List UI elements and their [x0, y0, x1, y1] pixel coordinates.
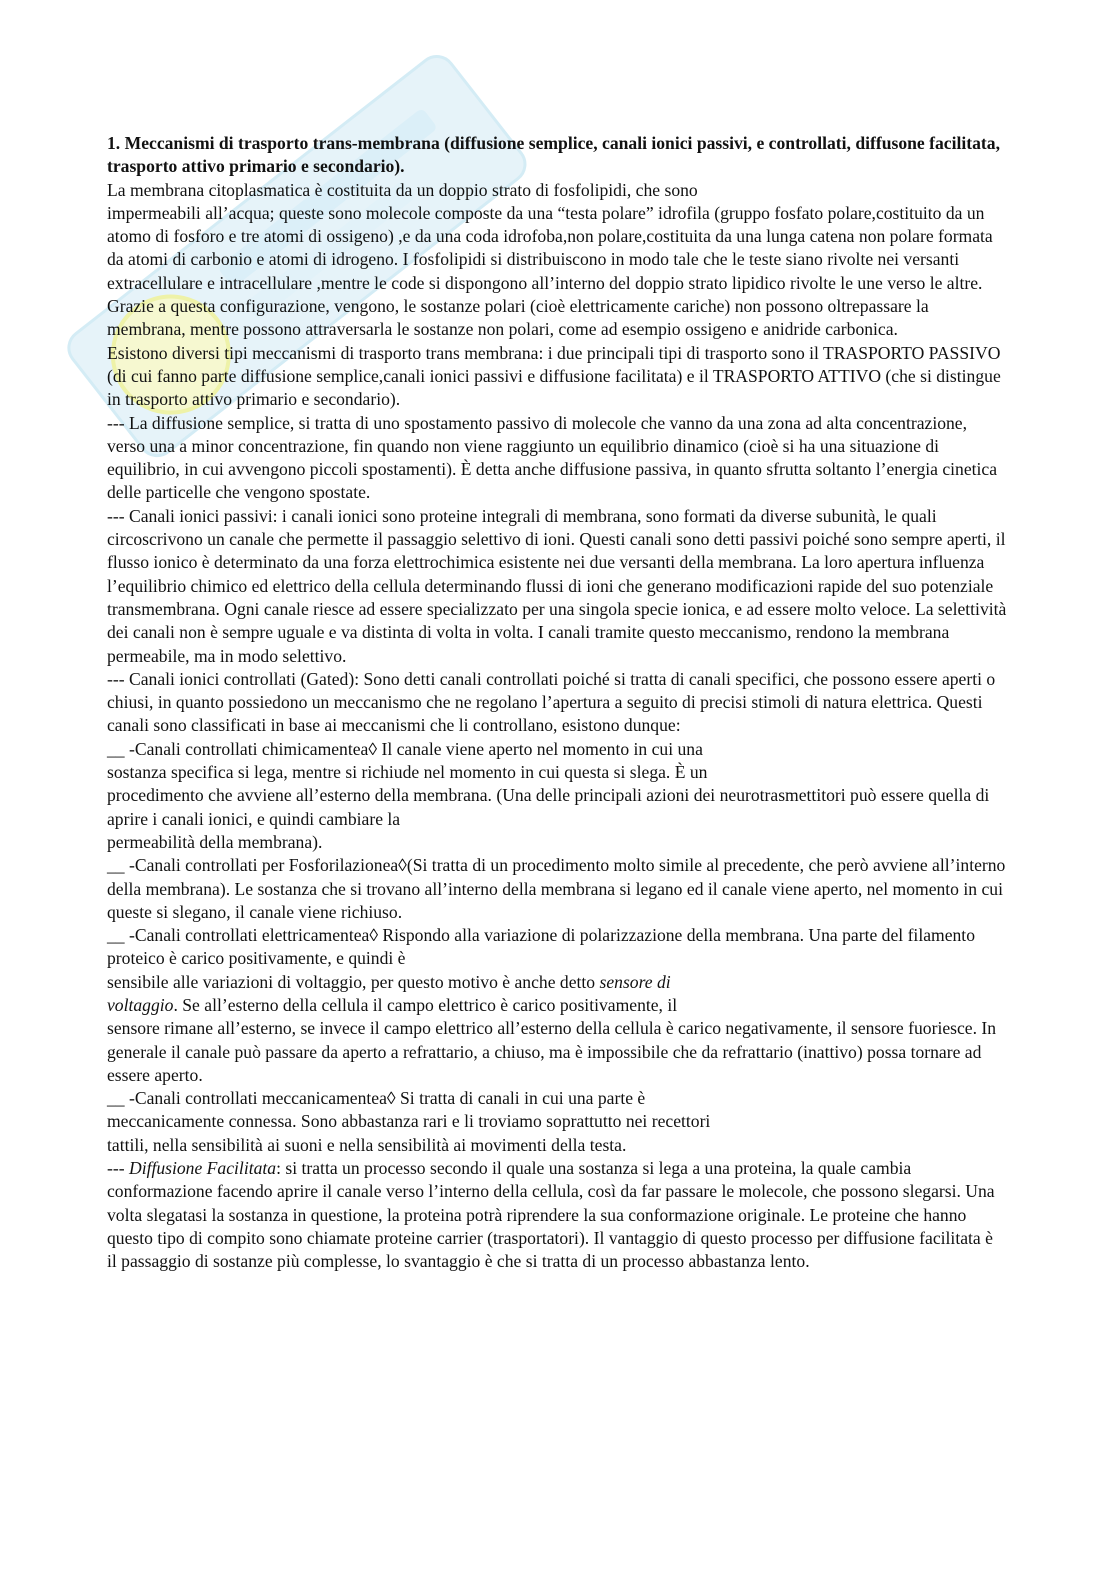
fac-prefix: --- — [107, 1158, 129, 1179]
electrical-text-cont: . Se all’esterno della cellula il campo elettrico è carico positivamente, il — [173, 994, 678, 1015]
mechanical-gated-line-2: meccanicamente connessa. Sono abbastanza rari e li troviamo soprattutto nei recettori — [107, 1111, 711, 1132]
paragraph-configuration: Grazie a questa configurazione, vengono, le sostanze polari (cioè elettricamente cariche) non possono oltrepassare la membrana, mentre possono attraversarla le sostanze non polari, come ad esempio ossigeno e anidride carbonica. — [107, 296, 929, 340]
voltage-sensor-term: sensore di — [599, 971, 671, 992]
electrical-gated-line-3 — [107, 994, 1007, 1017]
chemical-gated-line-4: permeabilità della membrana). — [107, 831, 323, 852]
voltage-sensor-term-end: voltaggio — [107, 994, 174, 1015]
chemical-gated-line-1: __ -Canali controllati chimicamentea◊ Il canale viene aperto nel momento in cui una — [107, 738, 703, 759]
phosphorylation-gated-paragraph: __ -Canali controllati per Fosforilazionea◊(Si tratta di un procedimento molto simile al precedente, che però avviene all’interno della membrana). Le sostanza che si trovano all’interno della membrana si legano ed il canale viene aperto, nel momento in cui queste si slegano, il canale viene richiuso. — [107, 855, 1006, 922]
paragraph-gated-channels: --- Canali ionici controllati (Gated): Sono detti canali controllati poiché si tratta di canali specifici, che possono essere aperti o chiusi, in quanto possiedono un meccanismo che ne regolano l’apertura a seguito di precisi stimoli di natura elettrica. Questi canali sono classificati in base ai meccanismi che li controllano, esistono dunque: — [107, 668, 996, 736]
paragraph-passive-channels: --- Canali ionici passivi: i canali ionici sono proteine integrali di membrana, sono formati da diverse subunità, le quali circoscrivono un canale che permette il passaggio selettivo di ioni. Questi canali sono detti passivi poiché sono sempre aperti, il flusso ionico è determinato da una forza elettrochimica esistente nei due versanti della membrana. La loro apertura influenza l’equilibrio chimico ed elettrico della cellula determinando flussi di ioni che generano modificazioni rapide del suo potenziale transmembrana. Ogni canale riesce ad essere specializzato per una singola specie ionica, e ad essere molto veloce. La selettività dei canali non è sempre uguale e va distinta di volta in volta. I canali tramite questo meccanismo, rendono la membrana permeabile, ma in modo selettivo. — [107, 505, 1007, 666]
mechanical-gated-line-1: __ -Canali controllati meccanicamentea◊ Si tratta di canali in cui una parte è — [107, 1088, 646, 1109]
section-title: 1. Meccanismi di trasporto trans-membrana (diffusione semplice, canali ionici passivi, e controllati, diffusone facilitata, trasporto attivo primario e secondario). — [107, 133, 1000, 177]
electrical-gated-line-2 — [107, 971, 1007, 994]
chemical-gated-line-3: procedimento che avviene all’esterno della membrana. (Una delle principali azioni dei neurotrasmettitori può essere quella di aprire i canali ionici, e quindi cambiare la — [107, 785, 990, 829]
fac-text: : si tratta un processo secondo il quale una sostanza si lega a una proteina, la quale cambia conformazione facendo aprire il canale verso l’interno della cellula, così da far passare le molecole, che possono slegarsi. Una volta slegatasi la sostanza in questione, la proteina potrà riprendere la sua conformazione originale. Le proteine che hanno questo tipo di compito sono chiamate proteine carrier (trasportatori). Il vantaggio di questo processo per diffusione facilitata è il passaggio di sostanze più complesse, lo svantaggio è che si tratta di un processo abbastanza lento. — [107, 1158, 995, 1272]
facilitated-diffusion-term: Diffusione Facilitata — [128, 1158, 277, 1179]
intro-text: impermeabili all’acqua; queste sono molecole composte da una “testa polare” idrofila (gruppo fosfato polare,costituito da un atomo di fosforo e tre atomi di ossigeno) ,e da una coda idrofoba,non polare,costituita da una lunga catena non polare formata da atomi di carbonio e atomi di idrogeno. I fosfolipidi si distribuiscono in modo tale che le teste siano rivolte nei versanti extracellulare e intracellulare ,mentre le code si dispongono all’interno del doppio strato lipidico rivolte le une verso le altre. — [107, 202, 993, 293]
facilitated-diffusion-paragraph — [107, 1157, 1007, 1273]
electrical-gated-line-1: __ -Canali controllati elettricamentea◊ Rispondo alla variazione di polarizzazione della membrana. Una parte del filamento proteico è carico positivamente, e quindi è — [107, 925, 975, 969]
electrical-gated-line-4: sensore rimane all’esterno, se invece il campo elettrico all’esterno della cellula è carico negativamente, il sensore fuoriesce. In generale il canale può passare da aperto a refrattario, a chiuso, ma è impossibile che da refrattario (inattivo) possa tornare ad — [107, 1018, 997, 1062]
electrical-text: sensibile alle variazioni di voltaggio, per questo motivo è anche detto — [107, 971, 600, 992]
electrical-gated-line-5: essere aperto. — [107, 1064, 203, 1085]
paragraph-simple-diffusion: --- La diffusione semplice, si tratta di uno spostamento passivo di molecole che vanno da una zona ad alta concentrazione, verso una a minor concentrazione, fin quando non viene raggiunto un equilibrio dinamico (cioè si ha una situazione di equilibrio, in cui avvengono piccoli spostamenti). È detta anche diffusione passiva, in quanto sfrutta soltanto l’energia cinetica delle particelle che vengono spostate. — [107, 412, 998, 503]
chemical-gated-line-2: sostanza specifica si lega, mentre si richiude nel momento in cui questa si slega. È un — [107, 762, 708, 783]
document-page — [107, 132, 1007, 1274]
mechanical-gated-line-3: tattili, nella sensibilità ai suoni e nella sensibilità ai movimenti della testa. — [107, 1134, 627, 1155]
paragraph-transport-types: Esistono diversi tipi meccanismi di trasporto trans membrana: i due principali tipi di trasporto sono il TRASPORTO PASSIVO (di cui fanno parte diffusione semplice,canali ionici passivi e diffusione facilitata) e il TRASPORTO ATTIVO (che si distingue in trasporto attivo primario e secondario). — [107, 342, 1001, 410]
intro-line-1: La membrana citoplasmatica è costituita da un doppio strato di fosfolipidi, che sono — [107, 179, 698, 200]
